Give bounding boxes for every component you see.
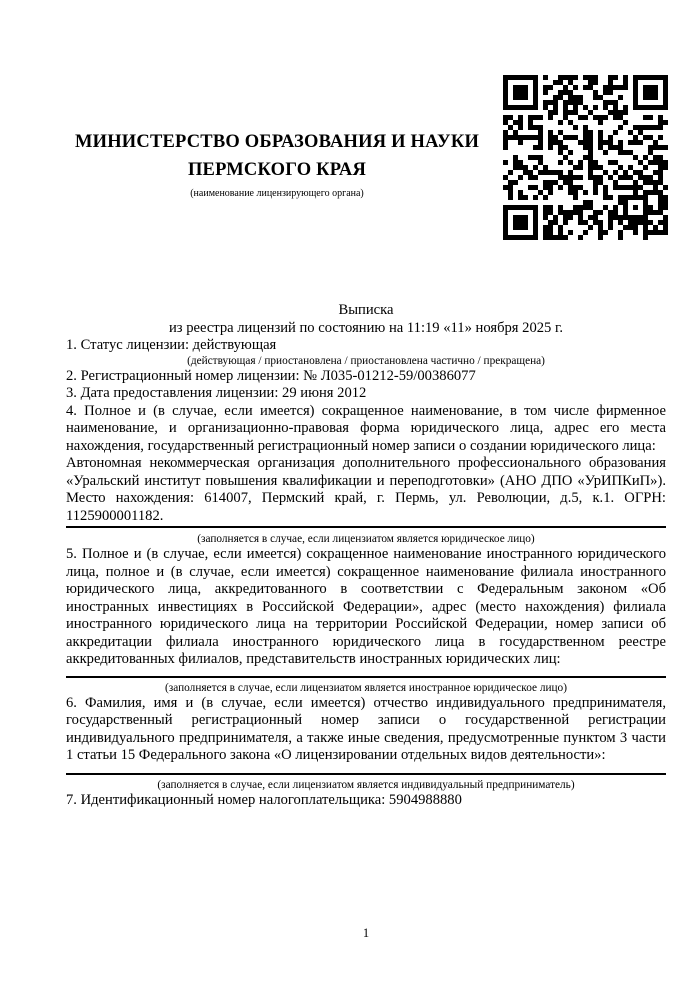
item-4-legal-entity-label: 4. Полное и (в случае, если имеется) сокращенное наименование, в том числе фирменное наименование, и организационно-правовая форма юридического лица, адрес его места нахождения, государственный регистрационный номер записи о создании юридического лица: [66,402,666,454]
ministry-name [66,128,488,184]
item-4-underline [66,526,666,528]
document-title-line2: из реестра лицензий по состоянию на 11:19 «11» ноября 2025 г. [168,319,563,336]
ministry-name-line2: ПЕРМСКОГО КРАЯ [187,160,367,180]
qr-code [503,75,668,240]
licensing-authority-header [66,128,488,200]
item-3-grant-date: 3. Дата предоставления лицензии: 29 июня 2012 [66,385,367,401]
item-6-note: (заполняется в случае, если лицензиатом является индивидуальный предприниматель) [157,778,575,791]
item-1-license-status: 1. Статус лицензии: действующая [66,337,277,353]
item-4-note: (заполняется в случае, если лицензиатом является юридическое лицо) [197,533,535,545]
item-6-entrepreneur-label: 6. Фамилия, имя и (в случае, если имеется) отчество индивидуального предпринимателя, государственный регистрационный номер записи о государственной регистрации индивидуального предпринимателя, а также иные сведения, предусмотренные пунктом 3 части 1 статьи 15 Федерального закона «О лицензировании отдельных видов деятельности»: [66,694,666,763]
document-title [66,302,666,337]
authority-caption: (наименование лицензирующего органа) [190,188,364,199]
document-title-line1: Выписка [338,302,394,318]
item-5-note: (заполняется в случае, если лицензиатом является иностранное юридическое лицо) [165,681,567,694]
page-number: 1 [362,926,370,940]
item-5-underline [66,676,666,678]
item-7-taxpayer-number: 7. Идентификационный номер налогоплательщика: 5904988880 [66,791,462,808]
item-1-note: (действующая / приостановлена / приостановлена частично / прекращена) [187,354,545,367]
item-6-underline [66,773,666,775]
item-2-registration-number: 2. Регистрационный номер лицензии: № Л035-01212-59/00386077 [66,367,476,384]
ministry-name-line1: МИНИСТЕРСТВО ОБРАЗОВАНИЯ И НАУКИ [74,132,480,152]
document-body [66,302,666,809]
item-4-legal-entity-value: Автономная некоммерческая организация дополнительного профессионального образования «Уральский институт повышения квалификации и переподготовки» (АНО ДПО «УрИПКиП»). Место нахождения: 614007, Пермский край, г. Пермь, ул. Революции, д.5, к.1. ОГРН: 1125900001182. [66,455,666,524]
item-5-foreign-entity-label: 5. Полное и (в случае, если имеется) сокращенное наименование иностранного юридического лица, полное и (в случае, если имеется) сокращенное наименование филиала иностранного юридического лица, аккредитованного в соответствии с Федеральным законом «Об иностранных инвестициях в Российской Федерации», адрес (место нахождения) филиала иностранного юридического лица на территории Российской Федерации, номер записи об аккредитации филиала иностранного юридического лица в государственном реестре аккредитованных филиалов, представительств иностранных юридических лиц: [66,546,666,667]
